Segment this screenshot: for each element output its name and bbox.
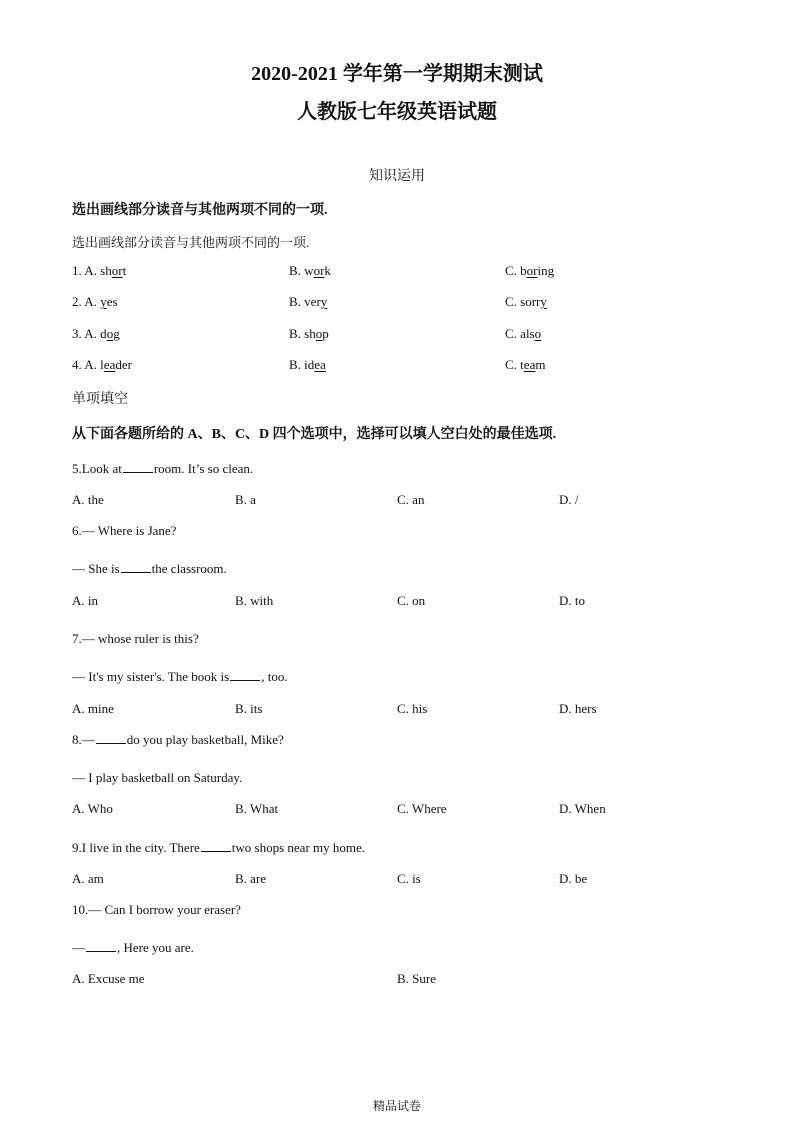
answer-blank [201,850,231,852]
question-1-option-a: 1. A. short [72,263,127,278]
question-4-option-c: C. team [505,357,546,372]
instruction-pronunciation: 选出画线部分读音与其他两项不同的一项. [72,235,310,250]
question-10-option-b: B. Sure [397,971,436,986]
question-6-option-b: B. with [235,593,274,608]
answer-blank [86,950,116,952]
answer-blank [96,742,126,744]
question-2-option-b: B. very [289,294,328,309]
question-2-option-c: C. sorry [505,294,547,309]
question-8-option-b: B. What [235,801,279,816]
question-5-option-a: A. the [72,492,104,507]
question-8-line-1: 8.— do you play basketball, Mike? [72,732,284,747]
title-line-1: 2020-2021 学年第一学期期末测试 [251,63,543,85]
instruction-bold: 选出画线部分读音与其他两项不同的一项. [72,203,328,218]
question-8-line-2: — I play basketball on Saturday. [72,770,243,785]
question-9-stem: 9.I live in the city. There two shops near my home. [72,840,366,855]
question-6-option-d: D. to [559,593,585,608]
question-5-option-b: B. a [235,492,256,507]
question-4-option-b: B. idea [289,357,326,372]
question-6-line-1: 6.— Where is Jane? [72,523,177,538]
question-5-stem: 5.Look at room. It’s so clean. [72,461,254,476]
question-9-option-d: D. be [559,871,588,886]
question-5-option-d: D. / [559,492,579,507]
question-3-option-b: B. shop [289,326,329,341]
question-8-option-c: C. Where [397,801,447,816]
question-10-line-1: 10.— Can I borrow your eraser? [72,902,241,917]
instruction-fill-blank: 从下面各题所给的 A、B、C、D 四个选项中，选择可以填人空白处的最佳选项. [72,427,557,442]
question-6-option-a: A. in [72,593,98,608]
question-4-option-a: 4. A. leader [72,357,132,372]
question-7-option-c: C. his [397,701,428,716]
title-line-2: 人教版七年级英语试题 [297,101,497,123]
answer-blank [230,679,260,681]
section-heading-single-choice: 单项填空 [72,392,128,407]
question-1-option-c: C. boring [505,263,555,278]
question-10-option-a: A. Excuse me [72,971,145,986]
question-7-option-d: D. hers [559,701,597,716]
question-3-option-a: 3. A. dog [72,326,120,341]
question-9-option-b: B. are [235,871,267,886]
question-5-option-c: C. an [397,492,425,507]
question-7-option-a: A. mine [72,701,114,716]
question-6-option-c: C. on [397,593,426,608]
question-7-line-2: — It's my sister's. The book is , too. [72,669,288,684]
question-6-line-2: — She is the classroom. [72,561,227,576]
question-7-line-1: 7.— whose ruler is this? [72,631,199,646]
section-heading-knowledge: 知识运用 [369,169,425,184]
question-10-line-2: — , Here you are. [72,940,194,955]
question-8-option-a: A. Who [72,801,113,816]
question-7-option-b: B. its [235,701,263,716]
question-2-option-a: 2. A. yes [72,294,118,309]
question-9-option-c: C. is [397,871,421,886]
question-3-option-c: C. also [505,326,542,341]
question-1-option-b: B. work [289,263,331,278]
answer-blank [123,471,153,473]
footer-text: 精品试卷 [372,1099,421,1113]
answer-blank [121,571,151,573]
question-8-option-d: D. When [559,801,606,816]
question-9-option-a: A. am [72,871,104,886]
